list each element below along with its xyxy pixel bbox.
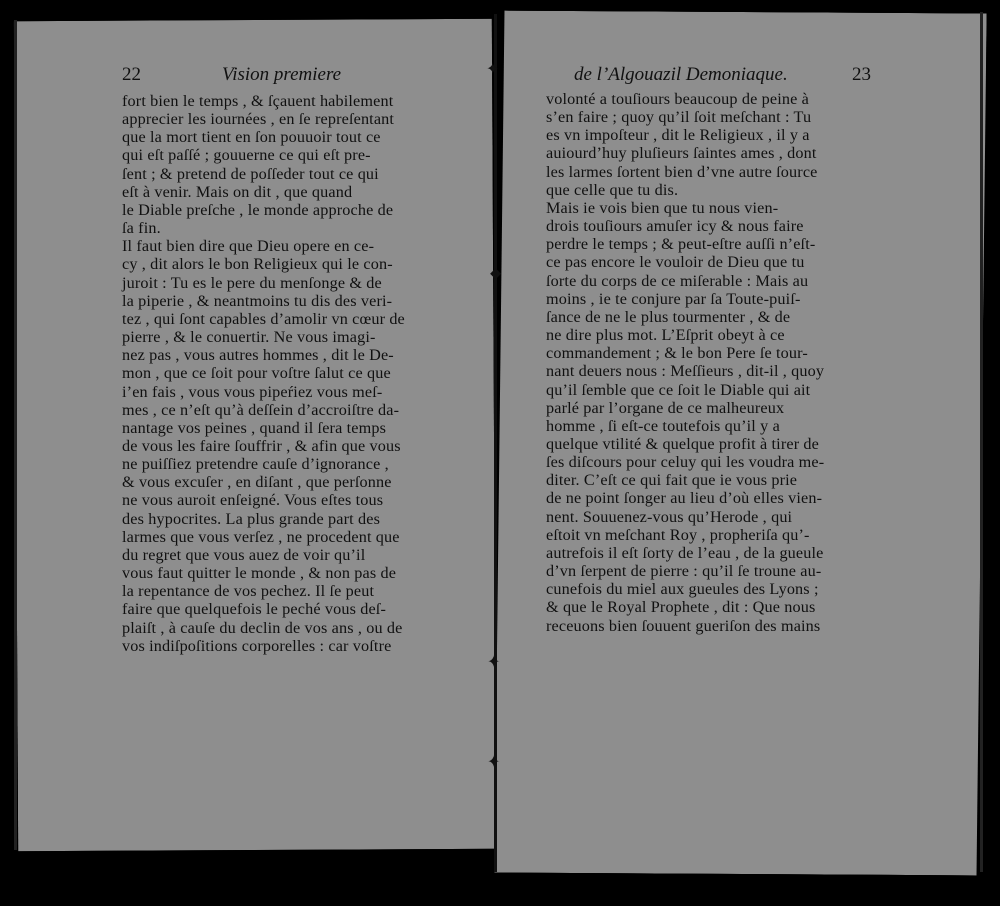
text-line: eſtoit vn meſchant Roy , propheriſa qu’- bbox=[546, 525, 810, 544]
text-line: Mais ie vois bien que tu nous vien- bbox=[546, 198, 779, 217]
text-line: drois touſiours amuſer icy & nous faire bbox=[546, 217, 804, 236]
text-line: diter. C’eſt ce qui fait que ie vous prie bbox=[546, 471, 798, 490]
text-line: de ne point ſonger au lieu d’où elles vien- bbox=[546, 489, 823, 508]
text-line: nez pas , vous autres hommes , dit le De- bbox=[122, 346, 394, 365]
text-line: plaiſt , à cauſe du declin de vos ans , ou de bbox=[122, 618, 403, 637]
right-folio: 23 bbox=[852, 64, 871, 85]
text-line: vos indiſpoſitions corporelles : car voſtre bbox=[122, 636, 392, 655]
text-line: & vous excuſer , en diſant , que perſonne bbox=[122, 473, 392, 492]
text-line: ſent ; & pretend de poſſeder tout ce qui bbox=[122, 164, 379, 183]
text-line: autrefois il eſt ſorty de l’eau , de la gueule bbox=[546, 543, 824, 562]
text-line: ſance de ne le plus tourmenter , & de bbox=[546, 307, 791, 326]
text-line: parlé par l’organe de ce malheureux bbox=[546, 398, 785, 417]
text-line: receuons bien ſouuent gueriſon des mains bbox=[546, 616, 821, 635]
left-running-head: Vision premiere bbox=[222, 64, 342, 85]
text-line: nent. Souuenez-vous qu’Herode , qui bbox=[546, 507, 793, 526]
text-line: ſorte du corps de ce miſerable : Mais au bbox=[546, 271, 809, 290]
text-line: la repentance de vos pechez. Il ſe peut bbox=[122, 582, 375, 601]
text-line: que la mort tient en ſon pouuoir tout ce bbox=[122, 128, 381, 147]
text-line: tez , qui ſont capables d’amolir vn cœur de bbox=[122, 309, 405, 328]
text-line: perdre le temps ; & peut-eſtre auſſi n’eſt- bbox=[546, 235, 816, 254]
text-line: juroit : Tu es le pere du menſonge & de bbox=[122, 273, 382, 292]
text-line: Il faut bien dire que Dieu opere en ce- bbox=[122, 237, 375, 256]
text-line: ce pas encore le vouloir de Dieu que tu bbox=[546, 253, 805, 272]
left-folio: 22 bbox=[122, 64, 141, 85]
right-page-text bbox=[546, 90, 876, 635]
text-line: volonté a touſiours beaucoup de peine à bbox=[546, 90, 809, 108]
gutter-ornament-mid-3: ✦ bbox=[487, 754, 501, 771]
text-line: eſt à venir. Mais on dit , que quand bbox=[122, 182, 353, 201]
text-line: mes , ce n’eſt qu’à deſſein d’accroiſtre da- bbox=[122, 400, 400, 419]
text-line: quelque vtilité & quelque profit à tirer de bbox=[546, 434, 820, 453]
text-line: ſa fin. bbox=[122, 219, 161, 238]
text-line: homme , ſi eſt-ce toutefois qu’il y a bbox=[546, 416, 780, 435]
text-line: vous faut quitter le monde , & non pas de bbox=[122, 564, 397, 583]
text-line: que celle que tu dis. bbox=[546, 180, 679, 199]
text-line: cy , dit alors le bon Religieux qui le con- bbox=[122, 255, 393, 274]
left-page-edge bbox=[14, 20, 17, 850]
text-line: moins , ie te conjure par ſa Toute-puiſ- bbox=[546, 289, 801, 308]
text-line: auiourd’huy pluſieurs ſaintes ames , dont bbox=[546, 144, 817, 163]
gutter-ornament-top: ✦ bbox=[486, 61, 500, 78]
text-line: d’vn ſerpent de pierre : qu’il ſe troune au- bbox=[546, 562, 822, 581]
text-line: les larmes ſortent bien d’vne autre ſource bbox=[546, 162, 818, 181]
text-line: commandement ; & le bon Pere ſe tour- bbox=[546, 344, 808, 363]
text-line: des hypocrites. La plus grande part des bbox=[122, 509, 381, 528]
text-line: i’en fais , vous vous pipeŕiez vous meſ- bbox=[122, 382, 383, 401]
text-line: nant deuers nous : Meſſieurs , dit-il , quoy bbox=[546, 362, 825, 381]
text-line: de vous les faire ſouffrir , & afin que vous bbox=[122, 436, 401, 455]
text-line: pierre , & le conuertir. Ne vous imagi- bbox=[122, 328, 376, 347]
text-line: du regret que vous auez de voir qu’il bbox=[122, 545, 366, 564]
text-line: qui eſt paſſé ; gouuerne ce qui eſt pre- bbox=[122, 146, 371, 165]
text-line: fort bien le temps , & ſçauent habilement bbox=[122, 92, 394, 110]
gutter-ornament-mid-2: ✦ bbox=[487, 654, 501, 671]
left-page-text bbox=[122, 92, 450, 655]
text-line: larmes que vous verſez , ne procedent que bbox=[122, 527, 400, 546]
text-line: qu’il ſemble que ce ſoit le Diable qui ait bbox=[546, 380, 811, 399]
book-gutter bbox=[494, 14, 497, 872]
text-line: ne vous auroit enſeigné. Vous eſtes tous bbox=[122, 491, 384, 510]
right-page-edge bbox=[980, 12, 983, 872]
text-line: s’en faire ; quoy qu’il ſoit meſchant : Tu bbox=[546, 108, 812, 127]
gutter-ornament-mid-1: ⬥ bbox=[490, 265, 502, 282]
text-line: le Diable preſche , le monde approche de bbox=[122, 200, 394, 219]
text-line: ne puiſſiez pretendre cauſe d’ignorance , bbox=[122, 455, 389, 474]
text-line: ne dire plus mot. L’Eſprit obeyt à ce bbox=[546, 326, 785, 345]
text-line: es vn impoſteur , dit le Religieux , il y a bbox=[546, 126, 810, 145]
text-line: mon , que ce ſoit pour voſtre ſalut ce que bbox=[122, 364, 391, 383]
text-line: cunefois du miel aux gueules des Lyons ; bbox=[546, 580, 819, 599]
text-line: apprecier les iournées , en ſe repreſentant bbox=[122, 110, 395, 129]
text-line: nantage vos peines , quand il ſera temps bbox=[122, 418, 387, 437]
right-running-head: de l’Algouazil Demoniaque. bbox=[574, 64, 788, 85]
text-line: ſes diſcours pour celuy qui les voudra me- bbox=[546, 453, 825, 472]
text-line: la piperie , & neantmoins tu dis des veri- bbox=[122, 291, 393, 310]
text-line: faire que quelquefois le peché vous deſ- bbox=[122, 600, 386, 619]
text-line: & que le Royal Prophete , dit : Que nous bbox=[546, 598, 816, 617]
